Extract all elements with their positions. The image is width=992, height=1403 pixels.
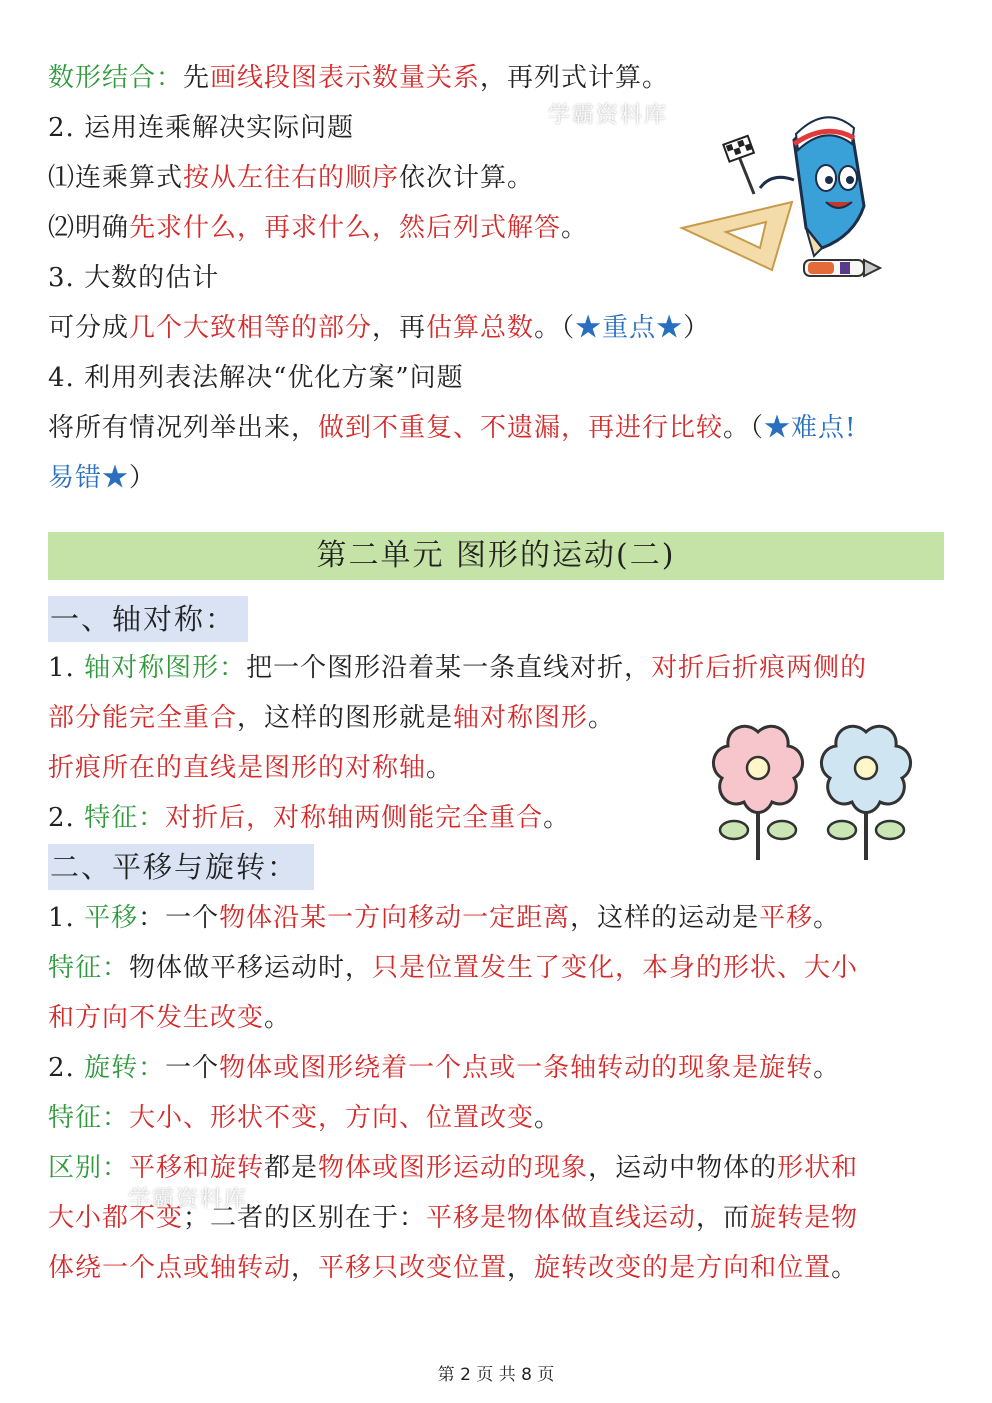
text-line: 数形结合：先画线段图表示数量关系，再列式计算。 [48, 63, 670, 93]
flowers-illustration [706, 718, 918, 864]
pink-flower-icon [713, 726, 802, 860]
text-line: 3. 大数的估计 [48, 263, 220, 293]
watermark: 学霸资料库 [548, 103, 669, 128]
pencil-mascot-illustration [676, 110, 892, 288]
unit-title: 第二单元 图形的运动(二) [316, 538, 676, 573]
text-line: 可分成几个大致相等的部分，再估算总数。（★重点★） [48, 313, 711, 343]
text-line: ⑴连乘算式按从左往右的顺序依次计算。 [48, 163, 535, 193]
page-footer: 第 2 页 共 8 页 [437, 1365, 555, 1385]
text-line: 特征：物体做平移运动时，只是位置发生了变化，本身的形状、大小 [48, 953, 859, 983]
text-line: 区别：平移和旋转都是物体或图形运动的现象，运动中物体的形状和 [48, 1153, 859, 1183]
blue-flower-icon [821, 726, 910, 860]
section-heading: 一、轴对称： [48, 596, 248, 642]
utility-knife-icon [804, 260, 880, 276]
text-line: 部分能完全重合，这样的图形就是轴对称图形。 [48, 703, 616, 733]
text-line: 特征：大小、形状不变，方向、位置改变。 [48, 1103, 562, 1133]
watermark: 学霸资料库 [128, 1187, 249, 1212]
text-line: 2. 旋转：一个物体或图形绕着一个点或一条轴转动的现象是旋转。 [48, 1053, 841, 1083]
text-line: 和方向不发生改变。 [48, 1003, 292, 1033]
text-line: 大小都不变；二者的区别在于：平移是物体做直线运动，而旋转是物 [48, 1203, 859, 1233]
text-line: 2. 运用连乘解决实际问题 [48, 113, 355, 143]
triangle-ruler-icon [682, 202, 792, 270]
text-line: ⑵明确先求什么，再求什么，然后列式解答。 [48, 213, 589, 243]
text-line: 2. 特征：对折后，对称轴两侧能完全重合。 [48, 803, 571, 833]
section-heading: 二、平移与旋转： [48, 844, 314, 890]
text-line: 1. 平移：一个物体沿某一方向移动一定距离，这样的运动是平移。 [48, 903, 841, 933]
unit-banner [48, 532, 944, 580]
text-line: 4. 利用列表法解决“优化方案”问题 [48, 363, 464, 393]
text-line: 体绕一个点或轴转动，平移只改变位置，旋转改变的是方向和位置。 [48, 1253, 859, 1283]
text-line: 易错★） [48, 463, 157, 493]
text-line: 折痕所在的直线是图形的对称轴。 [48, 753, 454, 783]
text-line: 1. 轴对称图形：把一个图形沿着某一条直线对折，对折后折痕两侧的 [48, 653, 868, 683]
checkered-flag-icon [723, 136, 754, 194]
text-line: 将所有情况列举出来，做到不重复、不遗漏，再进行比较。（★难点! [48, 413, 857, 443]
